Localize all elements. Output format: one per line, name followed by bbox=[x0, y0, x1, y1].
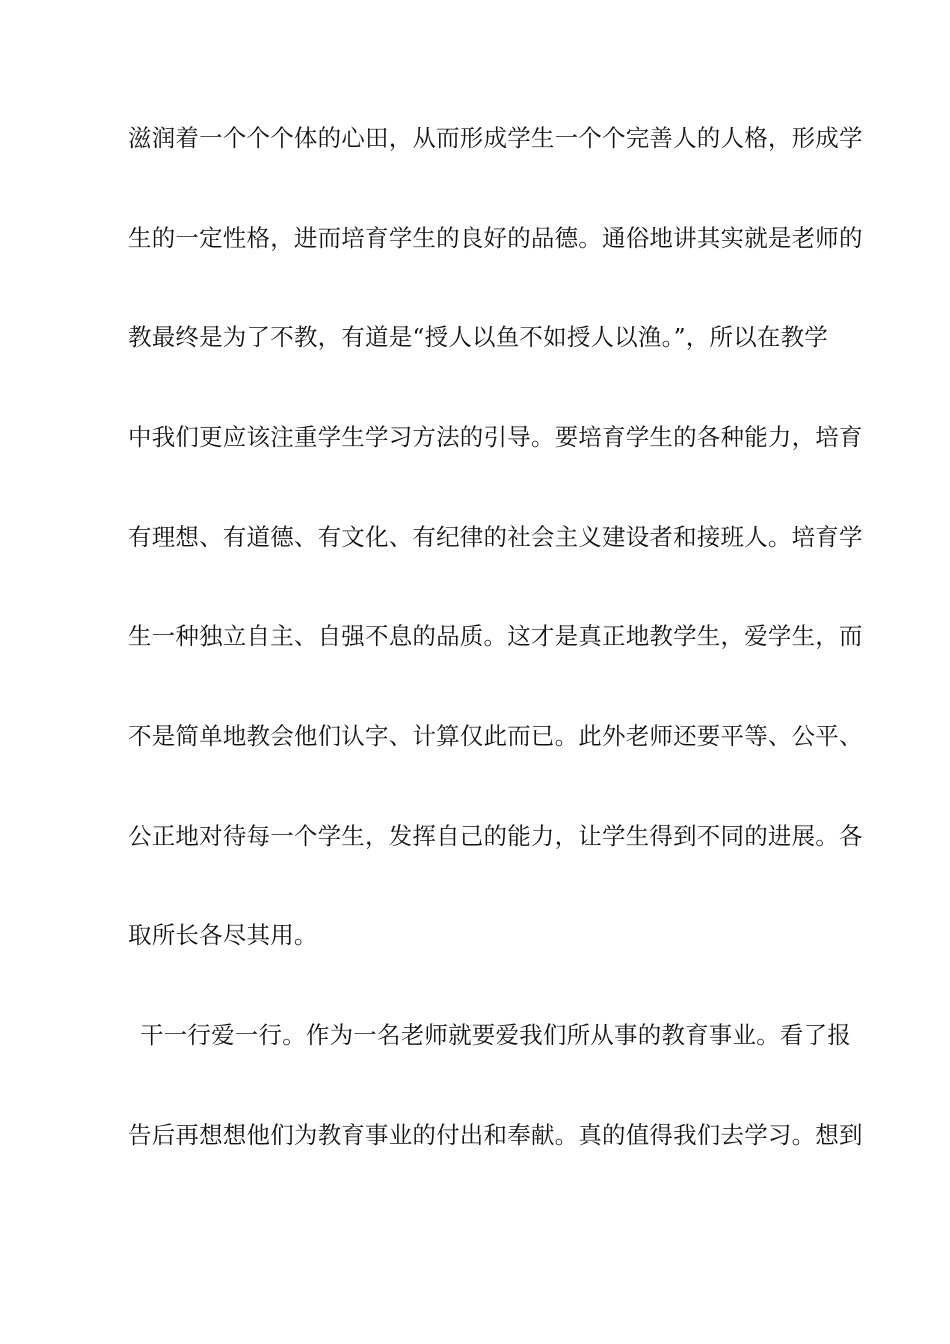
text-line: 生的一定性格，进而培育学生的良好的品德。通俗地讲其实就是老师的 bbox=[128, 224, 863, 252]
text-line: 告后再想想他们为教育事业的付出和奉献。真的值得我们去学习。想到 bbox=[128, 1121, 863, 1149]
text-line: 中我们更应该注重学生学习方法的引导。要培育学生的各种能力，培育 bbox=[128, 423, 863, 451]
text-line: 教最终是为了不教，有道是“授人以鱼不如授人以渔。”，所以在教学 bbox=[128, 323, 828, 351]
text-line: 生一种独立自主、自强不息的品质。这才是真正地教学生，爱学生，而 bbox=[128, 622, 863, 650]
text-line: 有理想、有道德、有文化、有纪律的社会主义建设者和接班人。培育学 bbox=[128, 523, 863, 551]
text-line: 不是简单地教会他们认字、计算仅此而已。此外老师还要平等、公平、 bbox=[128, 722, 863, 750]
text-line: 公正地对待每一个学生，发挥自己的能力，让学生得到不同的进展。各 bbox=[128, 822, 863, 850]
text-line: 取所长各尽其用。 bbox=[128, 921, 318, 949]
text-line: 滋润着一个个个体的心田，从而形成学生一个个完善人的人格，形成学 bbox=[128, 124, 863, 152]
paragraph-first-line: 干一行爱一行。作为一名老师就要爱我们所从事的教育事业。看了报 bbox=[140, 1021, 851, 1049]
